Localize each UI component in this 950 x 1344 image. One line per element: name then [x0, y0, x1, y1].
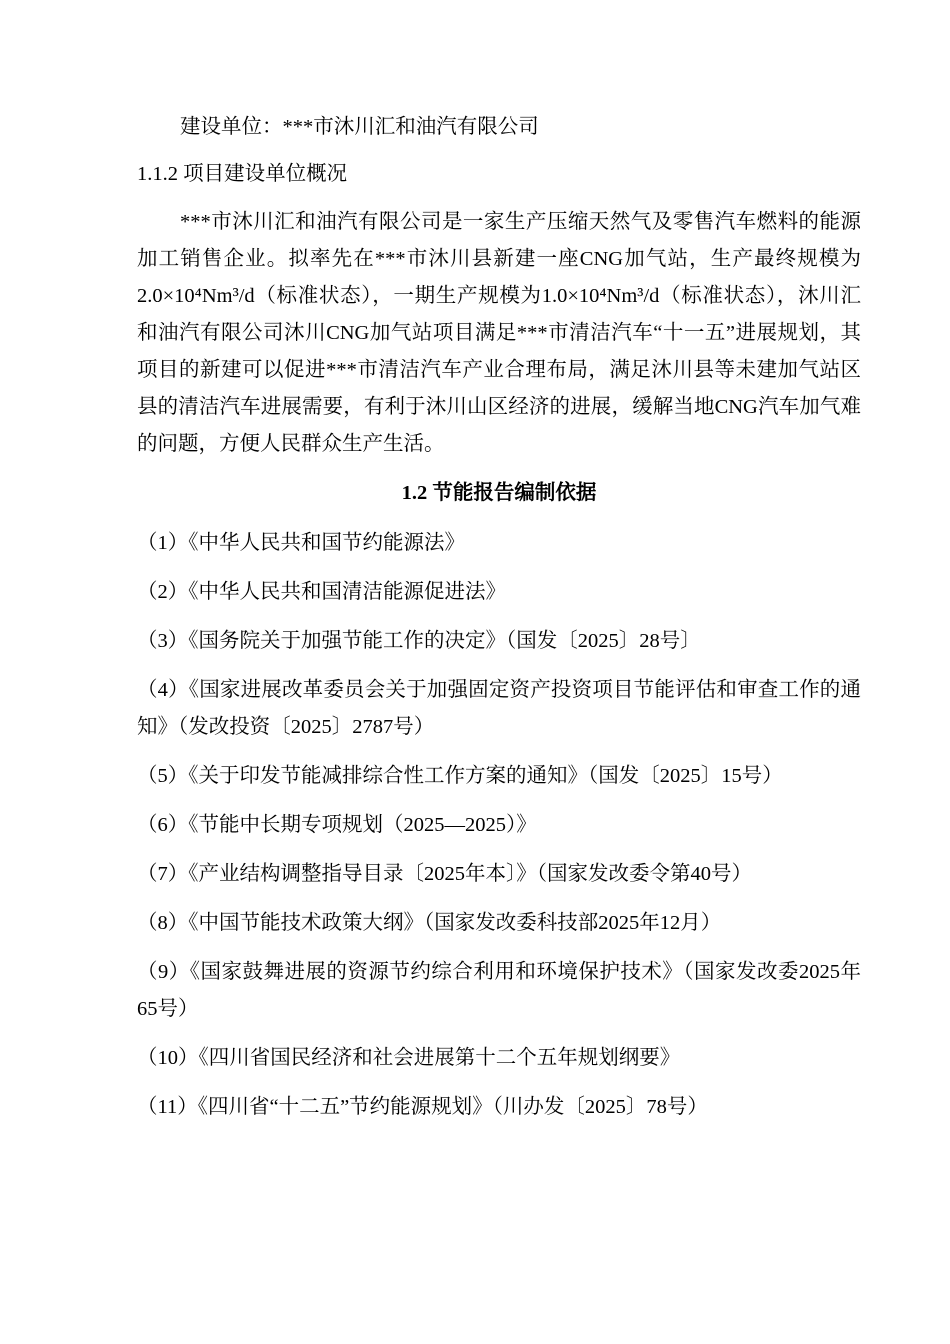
reference-item: （8）《中国节能技术政策大纲》（国家发改委科技部2025年12月） [137, 912, 722, 934]
section-title: 1.2 节能报告编制依据 [401, 482, 597, 504]
reference-item: （7）《产业结构调整指导目录〔2025年本〕》（国家发改委令第40号） [137, 863, 752, 885]
reference-item: （2）《中华人民共和国清洁能源促进法》 [137, 581, 506, 603]
reference-list [137, 525, 861, 1126]
page-content [137, 111, 861, 1138]
reference-item: （11）《四川省“十二五”节约能源规划》（川办发〔2025〕78号） [137, 1096, 708, 1118]
company-overview-paragraph: ***市沐川汇和油汽有限公司是一家生产压缩天然气及零售汽车燃料的能源加工销售企业。拟率先在***市沐川县新建一座CNG加气站，生产最终规模为2.0×10⁴Nm³/d（标准状态），一期生产规模为1.0×10⁴Nm³/d（标准状态），沐川汇和油汽有限公司沐川CNG加气站项目满足***市清洁汽车“十一五”进展规划，其项目的新建可以促进***市清洁汽车产业合理布局，满足沐川县等未建加气站区县的清洁汽车进展需要，有利于沐川山区经济的进展，缓解当地CNG汽车加气难的问题，方便人民群众生产生活。 [137, 211, 861, 455]
reference-item: （6）《节能中长期专项规划（2025—2025）》 [137, 814, 537, 836]
reference-item: （10）《四川省国民经济和社会进展第十二个五年规划纲要》 [137, 1047, 681, 1069]
reference-item: （5）《关于印发节能减排综合性工作方案的通知》（国发〔2025〕15号） [137, 765, 783, 787]
reference-item: （4）《国家进展改革委员会关于加强固定资产投资项目节能评估和审查工作的通知》（发改投资〔2025〕2787号） [137, 679, 861, 738]
reference-item: （1）《中华人民共和国节约能源法》 [137, 532, 465, 554]
reference-item: （3）《国务院关于加强节能工作的决定》（国发〔2025〕28号〕 [137, 630, 701, 652]
subsection-heading: 1.1.2 项目建设单位概况 [137, 163, 348, 185]
construction-unit-line: 建设单位：***市沐川汇和油汽有限公司 [180, 116, 539, 138]
reference-item: （9）《国家鼓舞进展的资源节约综合利用和环境保护技术》（国家发改委2025年65号） [137, 961, 861, 1020]
